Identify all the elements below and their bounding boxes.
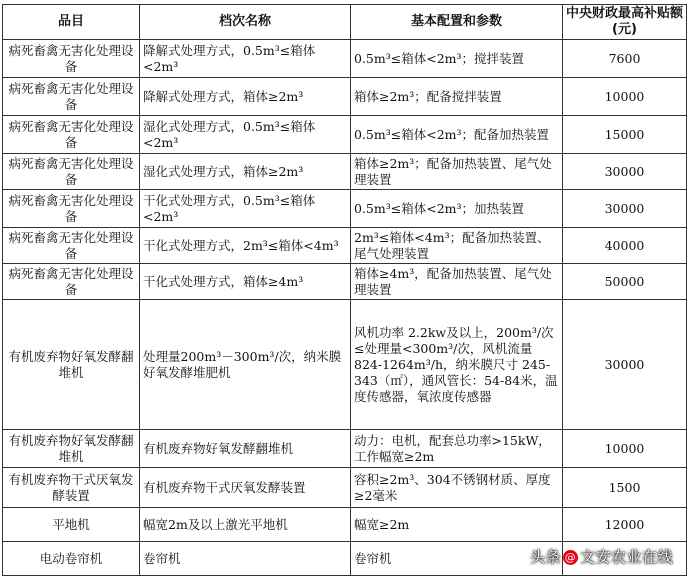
- cell-subsidy: 30000: [563, 300, 687, 430]
- header-grade: 档次名称: [140, 5, 351, 40]
- table-row: [3, 468, 687, 508]
- cell-config: 幅宽≥2m: [351, 508, 563, 542]
- cell-item: 病死畜禽无害化处理设备: [3, 154, 140, 190]
- table-row: [3, 190, 687, 228]
- table-header-row: [3, 5, 687, 40]
- cell-grade: 处理量200m³－300m³/次，纳米膜好氧发酵堆肥机: [140, 300, 351, 430]
- cell-item: 有机废弃物好氧发酵翻堆机: [3, 430, 140, 468]
- cell-config: 卷帘机: [351, 542, 563, 576]
- cell-subsidy: 1500: [563, 468, 687, 508]
- table-row: [3, 154, 687, 190]
- cell-subsidy: 30000: [563, 154, 687, 190]
- cell-config: 风机功率 2.2kw及以上，200m³/次≤处理量<300m³/次，风机流量824-1264m³/h，纳米膜尺寸 245-343（㎡），通风管长：54-84米，温度传感器，氧浓度传感器: [351, 300, 563, 430]
- cell-item: 病死畜禽无害化处理设备: [3, 40, 140, 78]
- watermark-prefix: 头条: [529, 548, 561, 566]
- cell-config: 箱体≥2m³；配备加热装置、尾气处理装置: [351, 154, 563, 190]
- at-badge-icon: @: [564, 551, 577, 564]
- subsidy-table-container: [2, 4, 686, 576]
- cell-subsidy: 10000: [563, 430, 687, 468]
- watermark: [530, 546, 673, 567]
- table-row: [3, 300, 687, 430]
- header-subsidy: 中央财政最高补贴额(元): [563, 5, 687, 40]
- cell-config: 0.5m³≤箱体<2m³；加热装置: [351, 190, 563, 228]
- cell-config: 箱体≥4m³，配备加热装置、尾气处理装置: [351, 264, 563, 300]
- cell-item: 病死畜禽无害化处理设备: [3, 190, 140, 228]
- header-item: 品目: [3, 5, 140, 40]
- table-row: [3, 228, 687, 264]
- cell-item: 病死畜禽无害化处理设备: [3, 78, 140, 116]
- cell-subsidy: 40000: [563, 228, 687, 264]
- cell-subsidy: 30000: [563, 190, 687, 228]
- cell-subsidy: 7600: [563, 40, 687, 78]
- cell-subsidy: 10000: [563, 78, 687, 116]
- cell-config: 箱体≥2m³；配备搅拌装置: [351, 78, 563, 116]
- cell-grade: 降解式处理方式，箱体≥2m³: [140, 78, 351, 116]
- table-row: [3, 508, 687, 542]
- cell-item: 病死畜禽无害化处理设备: [3, 264, 140, 300]
- cell-config: 动力：电机，配套总功率>15kW，工作幅宽≥2m: [351, 430, 563, 468]
- cell-grade: 卷帘机: [140, 542, 351, 576]
- cell-config: 2m³≤箱体<4m³；配备加热装置、尾气处理装置: [351, 228, 563, 264]
- cell-subsidy: 12000: [563, 508, 687, 542]
- cell-subsidy: 50000: [563, 264, 687, 300]
- cell-item: 病死畜禽无害化处理设备: [3, 116, 140, 154]
- cell-item: 有机废弃物干式厌氧发酵装置: [3, 468, 140, 508]
- cell-grade: 有机废弃物好氧发酵翻堆机: [140, 430, 351, 468]
- cell-grade: 有机废弃物干式厌氧发酵装置: [140, 468, 351, 508]
- cell-subsidy: 15000: [563, 116, 687, 154]
- table-row: [3, 430, 687, 468]
- cell-config: 0.5m³≤箱体<2m³；搅拌装置: [351, 40, 563, 78]
- cell-item: 病死畜禽无害化处理设备: [3, 228, 140, 264]
- table-row: [3, 116, 687, 154]
- cell-grade: 干化式处理方式，箱体≥4m³: [140, 264, 351, 300]
- cell-grade: 幅宽2m及以上激光平地机: [140, 508, 351, 542]
- cell-config: 容积≥2m³、304不锈钢材质、厚度≥2毫米: [351, 468, 563, 508]
- cell-grade: 湿化式处理方式，箱体≥2m³: [140, 154, 351, 190]
- cell-config: 0.5m³≤箱体<2m³；配备加热装置: [351, 116, 563, 154]
- watermark-name: 文安农业在线: [579, 548, 673, 566]
- cell-grade: 降解式处理方式，0.5m³≤箱体<2m³: [140, 40, 351, 78]
- cell-grade: 湿化式处理方式，0.5m³≤箱体<2m³: [140, 116, 351, 154]
- table-row: [3, 40, 687, 78]
- cell-item: 有机废弃物好氧发酵翻堆机: [3, 300, 140, 430]
- cell-grade: 干化式处理方式，2m³≤箱体<4m³: [140, 228, 351, 264]
- subsidy-table: [2, 4, 687, 576]
- table-row: [3, 78, 687, 116]
- cell-item: 平地机: [3, 508, 140, 542]
- table-row: [3, 264, 687, 300]
- header-config: 基本配置和参数: [351, 5, 563, 40]
- cell-item: 电动卷帘机: [3, 542, 140, 576]
- cell-grade: 干化式处理方式，0.5m³≤箱体<2m³: [140, 190, 351, 228]
